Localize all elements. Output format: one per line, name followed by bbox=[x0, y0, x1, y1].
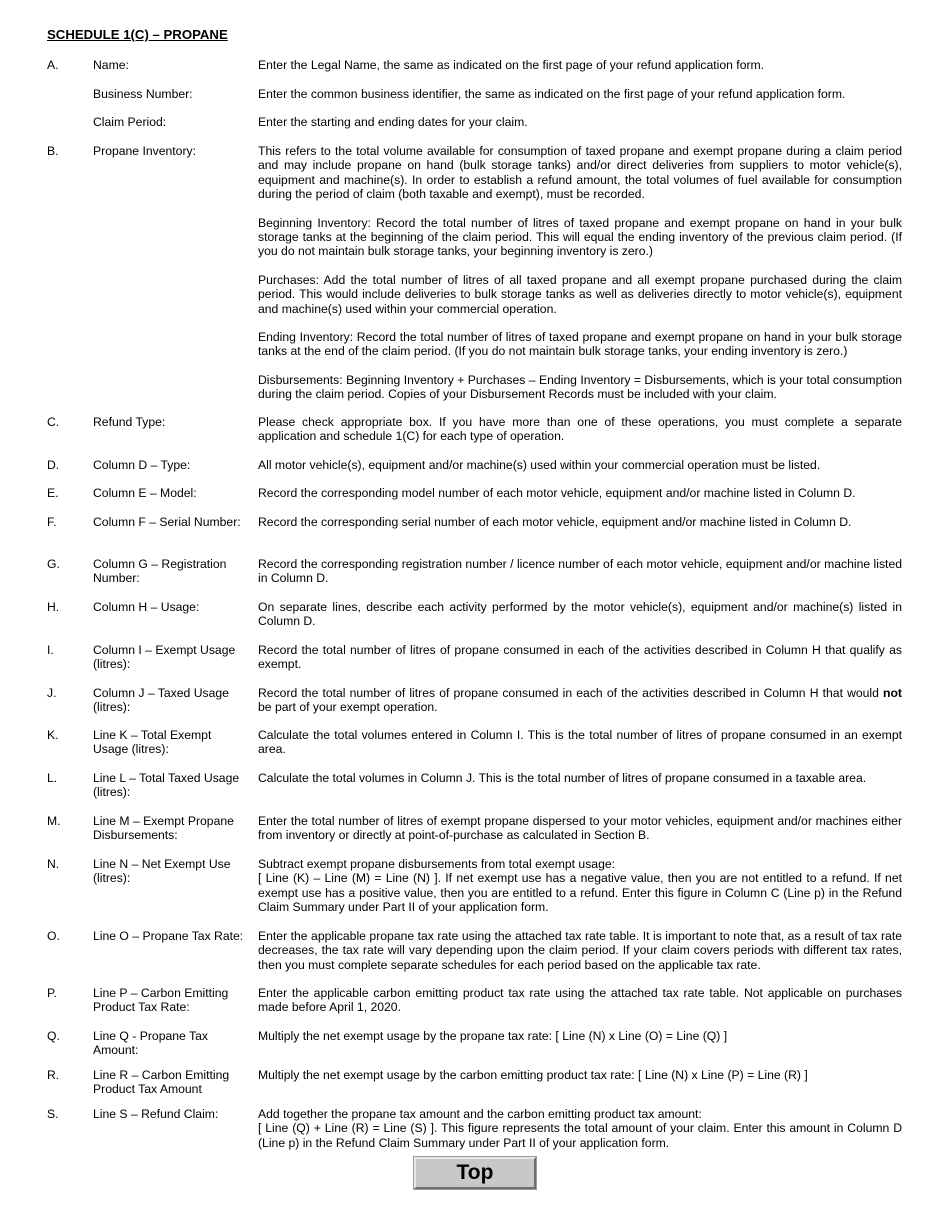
entry-letter: P. bbox=[47, 986, 57, 1000]
description-paragraph: Please check appropriate box. If you have more than one of these operations, you must complete a separate application and schedule 1(C) for each type of operation. bbox=[258, 415, 902, 444]
entry-label: Business Number: bbox=[93, 87, 193, 101]
description-paragraph: Enter the total number of litres of exempt propane dispersed to your motor vehicles, equipment and/or machines either from inventory or directly at point-of-purchase as calculated in Section B. bbox=[258, 814, 902, 843]
entry-label: Column E – Model: bbox=[93, 486, 197, 500]
entry-letter: D. bbox=[47, 458, 60, 472]
entry-label: Propane Inventory: bbox=[93, 144, 196, 158]
entry-letter: H. bbox=[47, 600, 60, 614]
description-paragraph: Calculate the total volumes entered in Column I. This is the total number of litres of propane consumed in an exempt area. bbox=[258, 728, 902, 757]
entry-letter: O. bbox=[47, 929, 60, 943]
entry-label: Column J – Taxed Usage (litres): bbox=[93, 686, 229, 715]
entry-label: Name: bbox=[93, 58, 129, 72]
entry-description bbox=[258, 415, 902, 444]
description-paragraph: All motor vehicle(s), equipment and/or machine(s) used within your commercial operation must be listed. bbox=[258, 458, 821, 472]
entry-description bbox=[258, 1107, 902, 1150]
entry-letter: I. bbox=[47, 643, 54, 657]
entry-description bbox=[258, 458, 902, 472]
entry-description bbox=[258, 58, 902, 72]
description-paragraph: Multiply the net exempt usage by the carbon emitting product tax rate: [ Line (N) x Line (P) = Line (R) ] bbox=[258, 1068, 808, 1082]
entry-description bbox=[258, 87, 902, 101]
entry-letter: N. bbox=[47, 857, 60, 871]
description-paragraph: Ending Inventory: Record the total number of litres of taxed propane and exempt propane on hand in your bulk storage tanks at the end of the claim period. (If you do not maintain bulk storage tanks, your ending inventory is zero.) bbox=[258, 330, 902, 359]
description-paragraph: Enter the applicable carbon emitting product tax rate using the attached tax rate table. Not applicable on purchases made before April 1, 2020. bbox=[258, 986, 902, 1015]
entry-description bbox=[258, 600, 902, 629]
entry-description bbox=[258, 1029, 902, 1043]
entry-letter: Q. bbox=[47, 1029, 60, 1043]
entry-label: Line K – Total Exempt Usage (litres): bbox=[93, 728, 212, 757]
entry-description bbox=[258, 144, 902, 402]
description-paragraph: Disbursements: Beginning Inventory + Purchases – Ending Inventory = Disbursements, which is your total consumption during the claim period. Copies of your Disbursement Records must be included with your claim. bbox=[258, 372, 902, 402]
entry-label: Column H – Usage: bbox=[93, 600, 200, 614]
entry-letter: J. bbox=[47, 686, 57, 700]
description-paragraph: Record the corresponding serial number of each motor vehicle, equipment and/or machine listed in Column D. bbox=[258, 515, 852, 529]
entry-letter: E. bbox=[47, 486, 59, 500]
entry-description bbox=[258, 686, 902, 715]
entry-letter: M. bbox=[47, 814, 61, 828]
entry-label: Line O – Propane Tax Rate: bbox=[93, 929, 244, 943]
entry-description bbox=[258, 1068, 902, 1082]
entry-letter: R. bbox=[47, 1068, 60, 1082]
entry-description bbox=[258, 643, 902, 672]
entry-description bbox=[258, 115, 902, 129]
entry-label: Line N – Net Exempt Use (litres): bbox=[93, 857, 231, 886]
entry-label: Column D – Type: bbox=[93, 458, 191, 472]
description-paragraph: On separate lines, describe each activity performed by the motor vehicle(s), equipment and/or machine(s) listed in Column D. bbox=[258, 600, 902, 629]
entry-letter: C. bbox=[47, 415, 60, 429]
description-paragraph: Beginning Inventory: Record the total number of litres of taxed propane and exempt propane on hand in your bulk storage tanks at the beginning of the claim period. This will equal the ending inventory of the previous claim period. (If you do not maintain bulk storage tanks, your beginning inventory is zero.) bbox=[258, 215, 902, 259]
description-paragraph: This refers to the total volume available for consumption of taxed propane and exempt propane during a claim period and may include propane on hand (bulk storage tanks) and/or direct deliveries from suppliers to motor vehicle(s), equipment and machine(s). In order to establish a refund amount, the total volumes of fuel available for consumption during the period of claim (both taxable and exempt), must be recorded. bbox=[258, 144, 902, 202]
entry-label: Column I – Exempt Usage (litres): bbox=[93, 643, 236, 672]
entry-label: Line Q - Propane Tax Amount: bbox=[93, 1029, 208, 1058]
description-paragraph: Calculate the total volumes in Column J. This is the total number of litres of propane consumed in a taxable area. bbox=[258, 771, 867, 785]
entry-description bbox=[258, 486, 902, 500]
entry-description bbox=[258, 515, 902, 529]
entry-description bbox=[258, 557, 902, 586]
entry-letter: S. bbox=[47, 1107, 59, 1121]
description-paragraph: Record the total number of litres of propane consumed in each of the activities described in Column H that would not be part of your exempt operation. bbox=[258, 686, 902, 715]
description-paragraph: Enter the Legal Name, the same as indicated on the first page of your refund application form. bbox=[258, 58, 765, 72]
description-paragraph: Enter the starting and ending dates for your claim. bbox=[258, 115, 528, 129]
entry-description bbox=[258, 728, 902, 757]
entry-label: Line R – Carbon Emitting Product Tax Amount bbox=[93, 1068, 230, 1097]
entry-letter: F. bbox=[47, 515, 57, 529]
description-paragraph: Purchases: Add the total number of litres of all taxed propane and all exempt propane purchased during the claim period. This would include deliveries to bulk storage tanks as well as deliveries directly to motor vehicle(s), equipment and machine(s) used within your commercial operation. bbox=[258, 272, 902, 316]
entry-description bbox=[258, 814, 902, 843]
entry-label: Claim Period: bbox=[93, 115, 167, 129]
description-paragraph: Enter the common business identifier, the same as indicated on the first page of your refund application form. bbox=[258, 87, 846, 101]
entry-letter: A. bbox=[47, 58, 59, 72]
entry-label: Line L – Total Taxed Usage (litres): bbox=[93, 771, 240, 800]
entry-description bbox=[258, 986, 902, 1015]
description-paragraph: Subtract exempt propane disbursements from total exempt usage: [ Line (K) – Line (M) = Line (N) ]. If net exempt use has a negative value, then you are not entitled to a refund. If net exempt use has a positive value, then you are entitled to a refund. Enter this figure in Column C (Line p) in the Refund Claim Summary under Part II of your application form. bbox=[258, 857, 902, 915]
entry-label: Column G – Registration Number: bbox=[93, 557, 227, 586]
top-button[interactable]: Top bbox=[414, 1157, 536, 1189]
description-paragraph: Record the corresponding model number of each motor vehicle, equipment and/or machine listed in Column D. bbox=[258, 486, 856, 500]
description-paragraph: Add together the propane tax amount and the carbon emitting product tax amount: [ Line (Q) + Line (R) = Line (S) ]. This figure represents the total amount of your claim. Enter this amount in Column D (Line p) in the Refund Claim Summary under Part II of your application form. bbox=[258, 1107, 902, 1150]
entry-description bbox=[258, 929, 902, 972]
entry-letter: K. bbox=[47, 728, 59, 742]
entry-letter: B. bbox=[47, 144, 59, 158]
entry-letter: L. bbox=[47, 771, 58, 785]
entry-label: Line P – Carbon Emitting Product Tax Rate: bbox=[93, 986, 229, 1015]
description-paragraph: Multiply the net exempt usage by the propane tax rate: [ Line (N) x Line (O) = Line (Q) ] bbox=[258, 1029, 728, 1043]
entry-label: Line M – Exempt Propane Disbursements: bbox=[93, 814, 234, 843]
entry-description bbox=[258, 771, 902, 785]
description-paragraph: Record the total number of litres of propane consumed in each of the activities described in Column H that qualify as exempt. bbox=[258, 643, 902, 672]
entry-label: Refund Type: bbox=[93, 415, 166, 429]
page-title: SCHEDULE 1(C) – PROPANE bbox=[47, 27, 228, 42]
entry-letter: G. bbox=[47, 557, 60, 571]
entry-label: Column F – Serial Number: bbox=[93, 515, 241, 529]
entry-description bbox=[258, 857, 902, 915]
entry-label: Line S – Refund Claim: bbox=[93, 1107, 219, 1121]
description-paragraph: Record the corresponding registration number / licence number of each motor vehicle, equipment and/or machine listed in Column D. bbox=[258, 557, 902, 586]
description-paragraph: Enter the applicable propane tax rate using the attached tax rate table. It is important to note that, as a result of tax rate decreases, the tax rate will vary depending upon the claim period. If your claim covers periods with different tax rates, then you must complete separate schedules for each period based on the applicable tax rate. bbox=[258, 929, 902, 972]
